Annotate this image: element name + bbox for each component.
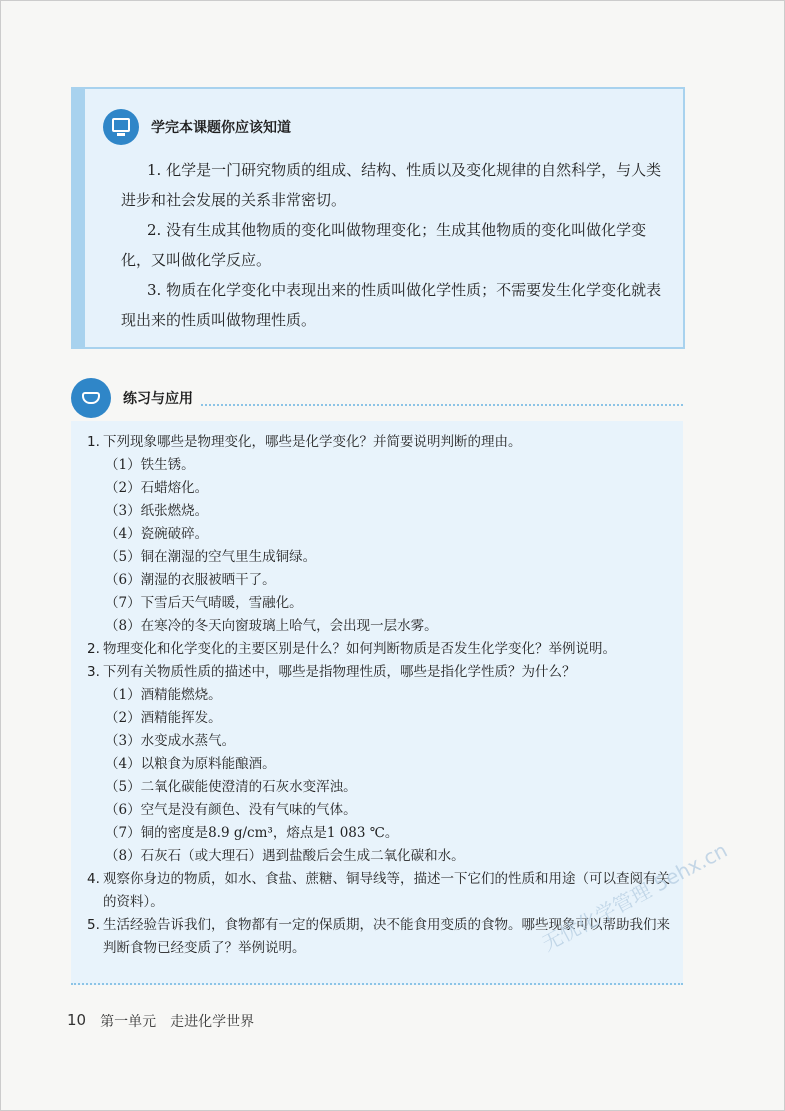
list-item: （1）酒精能燃烧。 (105, 687, 222, 703)
watermark: 无忧化学管理 5ehx.cn (538, 837, 732, 956)
list-item: （2）酒精能挥发。 (105, 710, 222, 726)
list-item: （4）以粮食为原料能酿酒。 (105, 756, 276, 772)
list-item: （7）铜的密度是8.9 g/cm³，熔点是1 083 ℃。 (105, 825, 399, 841)
summary-item: 3. 物质在化学变化中表现出来的性质叫做化学性质；不需要发生化学变化就表现出来的性质叫做物理性质。 (121, 281, 662, 329)
list-item: （6）空气是没有颜色、没有气味的气体。 (105, 802, 357, 818)
question-text: 下列现象哪些是物理变化，哪些是化学变化？并简要说明判断的理由。 (103, 434, 522, 450)
list-item: （4）瓷碗破碎。 (105, 526, 209, 542)
question-number: 5. (87, 917, 100, 933)
question-number: 4. (87, 871, 100, 887)
list-item: （6）潮湿的衣服被晒干了。 (105, 572, 276, 588)
summary-body (121, 155, 669, 335)
question-2 (87, 638, 677, 661)
list-item: （5）二氧化碳能使澄清的石灰水变浑浊。 (105, 779, 357, 795)
exercise-icon (71, 378, 111, 418)
list-item: （8）在寒冷的冬天向窗玻璃上哈气，会出现一层水雾。 (105, 618, 438, 634)
page-footer (67, 1011, 254, 1031)
summary-item: 1. 化学是一门研究物质的组成、结构、性质以及变化规律的自然科学，与人类进步和社会发展的关系非常密切。 (121, 161, 662, 209)
list-item: （3）纸张燃烧。 (105, 503, 209, 519)
unit-title: 走进化学世界 (170, 1014, 255, 1030)
question-number: 1. (87, 434, 100, 450)
question-number: 2. (87, 641, 100, 657)
question-3 (87, 661, 677, 684)
exercise-list (87, 431, 677, 960)
list-item: （5）铜在潮湿的空气里生成铜绿。 (105, 549, 317, 565)
summary-header (103, 107, 291, 147)
list-item: （8）石灰石（或大理石）遇到盐酸后会生成二氧化碳和水。 (105, 848, 465, 864)
page-number: 10 (67, 1011, 87, 1029)
list-item: （1）铁生锈。 (105, 457, 195, 473)
summary-title: 学完本课题你应该知道 (151, 120, 291, 136)
exercises-divider (201, 404, 683, 406)
question-text: 生活经验告诉我们，食物都有一定的保质期，决不能食用变质的食物。哪些现象可以帮助我们来判断食物已经变质了？举例说明。 (103, 917, 670, 956)
list-item: （2）石蜡熔化。 (105, 480, 209, 496)
list-item: （3）水变成水蒸气。 (105, 733, 236, 749)
question-text: 下列有关物质性质的描述中，哪些是指物理性质，哪些是指化学性质？为什么？ (103, 664, 576, 680)
summary-box (71, 87, 685, 349)
exercises-title: 练习与应用 (123, 391, 193, 407)
unit-label: 第一单元 (100, 1014, 157, 1030)
exercises-header (71, 377, 193, 419)
question-text: 物理变化和化学变化的主要区别是什么？如何判断物质是否发生化学变化？举例说明。 (103, 641, 616, 657)
question-1 (87, 431, 677, 454)
question-text: 观察你身边的物质，如水、食盐、蔗糖、铜导线等，描述一下它们的性质和用途（可以查阅有关的资料）。 (103, 871, 670, 910)
summary-item: 2. 没有生成其他物质的变化叫做物理变化；生成其他物质的变化叫做化学变化，又叫做化学反应。 (121, 221, 647, 269)
summary-accent-bar (71, 87, 85, 349)
list-item: （7）下雪后天气晴暖，雪融化。 (105, 595, 303, 611)
question-number: 3. (87, 664, 100, 680)
monitor-icon (103, 109, 139, 145)
